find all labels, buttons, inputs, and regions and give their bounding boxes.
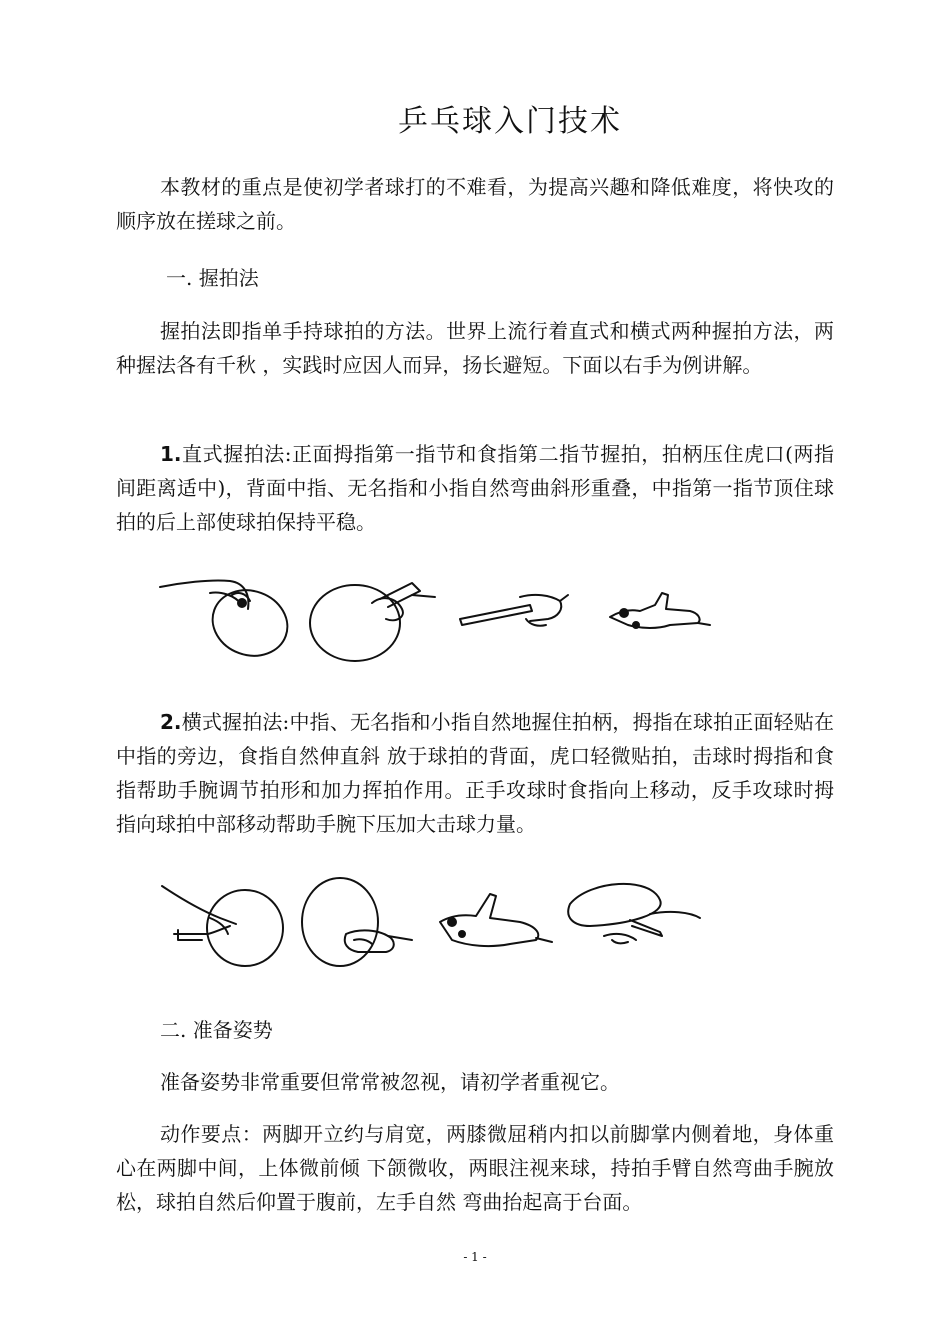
shakehand-back-illustration	[302, 878, 412, 966]
grip1-label: 直式握拍法:	[181, 442, 292, 466]
shakehand-hand-illustration	[440, 894, 552, 946]
section2-paragraph-1: 准备姿势非常重要但常常被忽视，请初学者重视它。	[160, 1070, 620, 1094]
section1-heading: 一. 握拍法	[166, 266, 259, 290]
shakehand-grip-illustrations	[150, 870, 730, 980]
grip2-number: 2.	[160, 710, 182, 734]
penhold-hand-illustration	[610, 593, 710, 628]
grip1-number: 1.	[160, 442, 182, 466]
intro-paragraph: 本教材的重点是使初学者球打的不难看，为提高兴趣和降低难度，将快攻的顺序放在搓球之前。	[116, 175, 834, 233]
shakehand-side-illustration	[568, 884, 700, 943]
grip2-text: 中指、无名指和小指自然地握住拍柄，拇指在球拍正面轻贴在中指的旁边，食指自然伸直斜 放于球拍的背面，虎口轻微贴拍，击球时拇指和食指帮助手腕调节拍形和加力挥拍作用。正手攻球时食指向上移动，反手攻球时拇指向球拍中部移动帮助手腕下压加大击球力量。	[116, 710, 834, 836]
section2-paragraph-2: 动作要点：两脚开立约与肩宽，两膝微屈稍内扣以前脚掌内侧着地，身体重心在两脚中间，上体微前倾 下颌微收，两眼注视来球，持拍手臂自然弯曲手腕放松，球拍自然后仰置于腹前，左手自然 弯曲抬起高于台面。	[116, 1122, 834, 1214]
section1-paragraph: 握拍法即指单手持球拍的方法。世界上流行着直式和横式两种握拍方法，两种握法各有千秋 ，实践时应因人而异，扬长避短。下面以右手为例讲解。	[116, 319, 834, 377]
penhold-front-illustration	[160, 580, 297, 666]
penhold-handle-illustration	[460, 595, 568, 626]
shakehand-front-illustration	[162, 886, 283, 966]
grip1-paragraph	[116, 437, 834, 539]
grip2-paragraph	[116, 705, 834, 841]
section2-heading: 二. 准备姿势	[160, 1018, 273, 1042]
grip2-label: 横式握拍法:	[181, 710, 290, 734]
penhold-grip-illustrations	[150, 565, 730, 675]
page-number: - 1 -	[463, 1250, 487, 1264]
penhold-back-illustration	[310, 583, 435, 661]
grip1-text: 正面拇指第一指节和食指第二指节握拍，拍柄压住虎口(两指间距离适中)，背面中指、无名指和小指自然弯曲斜形重叠，中指第一指节顶住球拍的后上部使球拍保持平稳。	[116, 442, 834, 534]
page-title: 乒乓球入门技术	[398, 104, 622, 139]
